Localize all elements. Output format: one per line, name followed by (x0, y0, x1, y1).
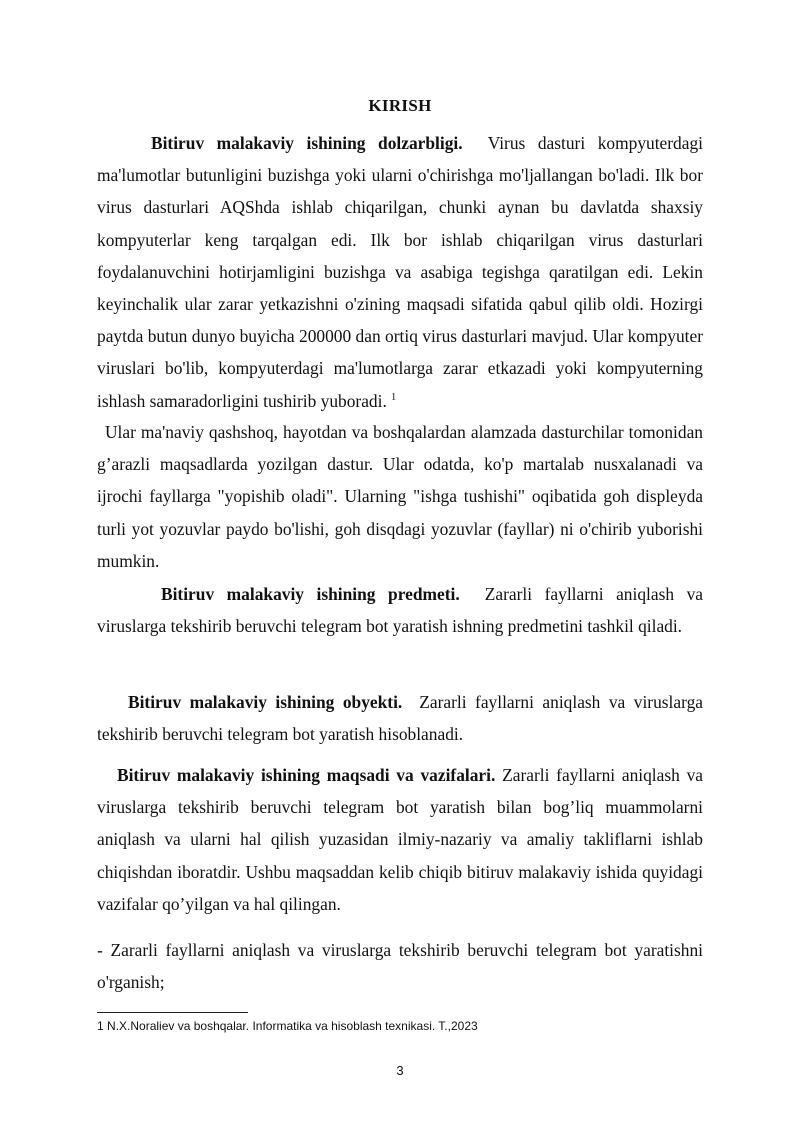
page-number: 3 (396, 1063, 404, 1078)
paragraph-text: - Zararli fayllarni aniqlash va viruslarga tekshirib beruvchi telegram bot yaratishni o'rganish; (97, 940, 703, 993)
paragraph-text: Zararli fayllarni aniqlash va viruslarga tekshirib beruvchi telegram bot yaratish bilan bog’liq muammolarni aniqlash va ularni hal qilish yuzasidan ilmiy-nazariy va amaliy takliflarni ishlab chiqishdan iboratdir. Ushbu maqsaddan kelib chiqib bitiruv malakaviy ishida quyidagi vazifalar qo’yilgan va hal qilingan. (97, 765, 703, 914)
footnote-text: N.X.Noraliev va boshqalar. Informatika va hisoblash texnikasi. T.,2023 (107, 1019, 478, 1033)
paragraph-heading: Bitiruv malakaviy ishining maqsadi va vazifalari. (117, 765, 496, 785)
paragraph-text: Zararli fayllarni aniqlash va viruslarga tekshirib beruvchi telegram bot yaratish ishning predmetini tashkil qiladi. (97, 584, 703, 637)
paragraph-text: Zararli fayllarni aniqlash va viruslarga tekshirib beruvchi telegram bot yaratish hisoblanadi. (97, 692, 703, 745)
paragraph-vazifa-1 (97, 934, 703, 998)
paragraph-dolzarblik (97, 127, 703, 417)
paragraph-viruslar (97, 416, 703, 577)
paragraph-predmet (97, 578, 703, 642)
paragraph-obyekt (97, 686, 703, 750)
paragraph-maqsad (97, 759, 703, 920)
footnote-separator (97, 1012, 248, 1013)
paragraph-heading: Bitiruv malakaviy ishining predmeti. (161, 584, 460, 604)
section-title: KIRISH (368, 96, 432, 115)
footnote (97, 1018, 478, 1034)
paragraph-heading: Bitiruv malakaviy ishining dolzarbligi. (151, 133, 463, 153)
paragraph-heading: Bitiruv malakaviy ishining obyekti. (128, 692, 403, 712)
footnote-number: 1 (97, 1019, 104, 1033)
footnote-reference: 1 (391, 391, 397, 403)
paragraph-text: Virus dasturi kompyuterdagi ma'lumotlar butunligini buzishga yoki ularni o'chirishga mo'ljallangan bo'ladi. Ilk bor virus dasturlari AQShda ishlab chiqarilgan, chunki aynan bu davlatda shaxsiy kompyuterlar keng tarqalgan edi. Ilk bor ishlab chiqarilgan virus dasturlari foydalanuvchini hotirjamligini buzishga va asabiga tegishga qaratilgan edi. Lekin keyinchalik ular zarar yetkazishni o'zining maqsadi sifatida qabul qilib oldi. Hozirgi paytda butun dunyo buyicha 200000 dan ortiq virus dasturlari mavjud. Ular kompyuter viruslari bo'lib, kompyuterdagi ma'lumotlarga zarar etkazadi yoki kompyuterning ishlash samaradorligini tushirib yuboradi. (97, 133, 703, 411)
paragraph-text: Ular ma'naviy qashshoq, hayotdan va boshqalardan alamzada dasturchilar tomonidan g’arazli maqsadlarda yozilgan dastur. Ular odatda, ko'p martalab nusxalanadi va ijrochi fayllarga "yopishib oladi". Ularning "ishga tushishi" oqibatida goh displeyda turli yot yozuvlar paydo bo'lishi, goh disqdagi yozuvlar (fayllar) ni o'chirib yuborishi mumkin. (97, 422, 703, 571)
